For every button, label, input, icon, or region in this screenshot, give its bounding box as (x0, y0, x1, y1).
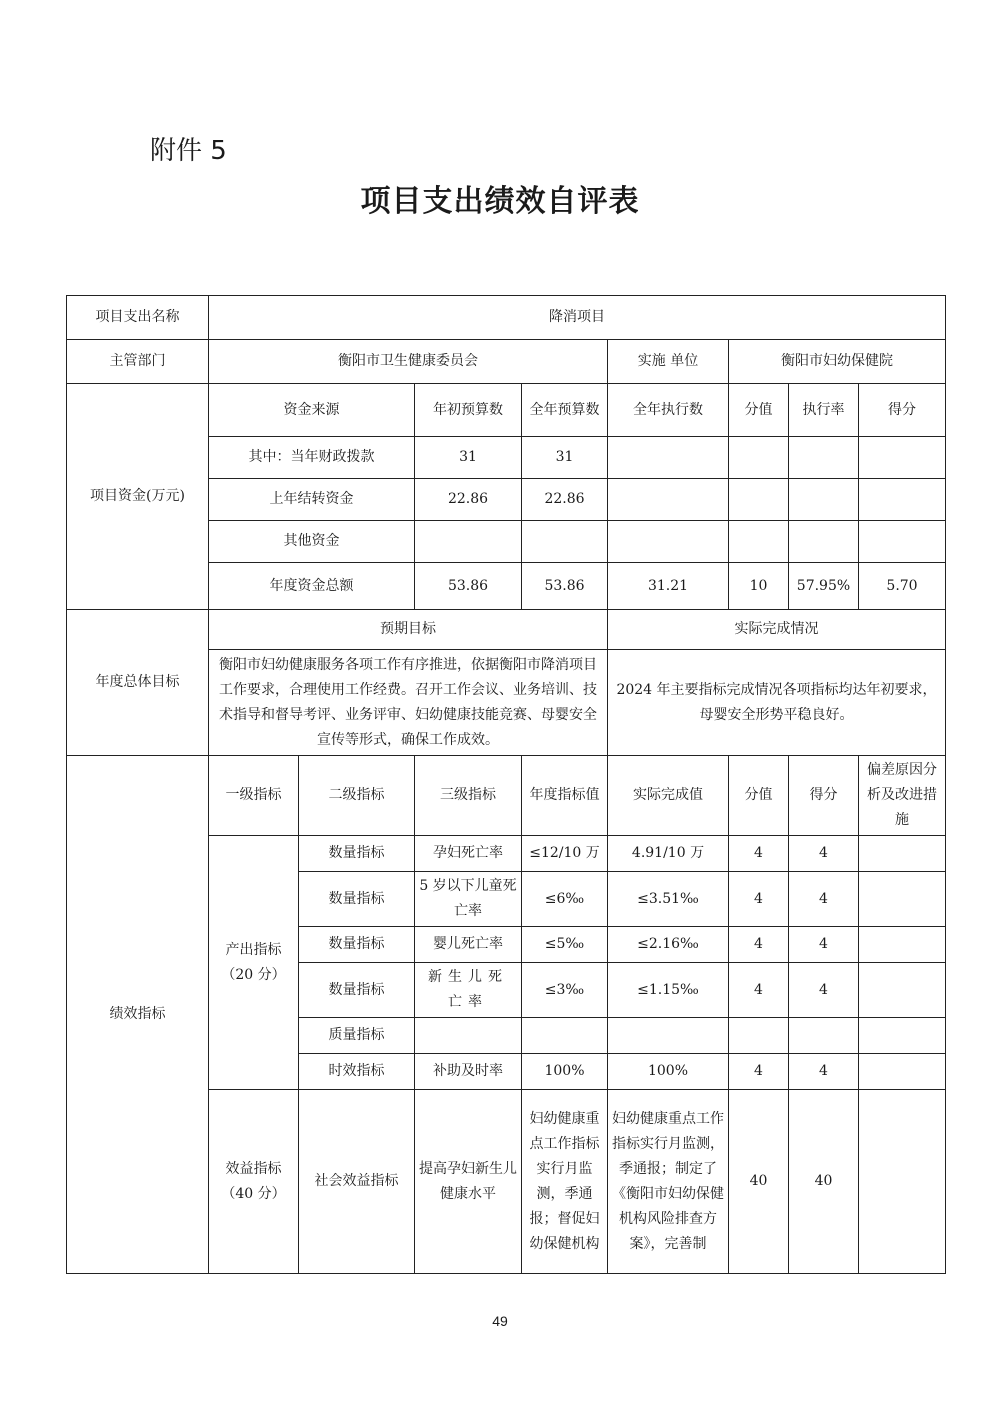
funds-header-score: 得分 (859, 384, 946, 437)
funds-cell (608, 437, 729, 479)
benefit-cell: 妇幼健康重点工作指标实行月监测，季通报；督促妇幼保健机构 (522, 1090, 608, 1274)
output-cell: 数量指标 (299, 836, 415, 872)
funds-header-annual-budget: 全年预算数 (522, 384, 608, 437)
funds-header-source: 资金来源 (209, 384, 415, 437)
funds-cell (608, 479, 729, 521)
funds-cell (729, 437, 789, 479)
output-cell (522, 1018, 608, 1054)
funds-cell: 其中：当年财政拨款 (209, 437, 415, 479)
funds-cell: 5.70 (859, 563, 946, 610)
form-title: 项目支出绩效自评表 (360, 184, 640, 219)
performance-label: 绩效指标 (67, 756, 209, 1274)
output-cell: 质量指标 (299, 1018, 415, 1054)
output-cell: 孕妇死亡率 (415, 836, 522, 872)
output-cell: 4 (789, 963, 859, 1018)
funds-cell: 53.86 (522, 563, 608, 610)
output-cell: 100% (522, 1054, 608, 1090)
funds-cell: 10 (729, 563, 789, 610)
output-cell: ≤2.16‰ (608, 927, 729, 963)
output-cell: ≤6‰ (522, 872, 608, 927)
department-label: 主管部门 (67, 340, 209, 384)
output-cell (859, 836, 946, 872)
actual-completion-label: 实际完成情况 (608, 610, 946, 650)
funds-cell (859, 479, 946, 521)
funds-cell (608, 521, 729, 563)
output-cell (608, 1018, 729, 1054)
funds-cell: 22.86 (415, 479, 522, 521)
benefit-cell: 社会效益指标 (299, 1090, 415, 1274)
page-number: 49 (492, 1313, 508, 1329)
output-cell (859, 927, 946, 963)
expected-goal-label: 预期目标 (209, 610, 608, 650)
output-cell: 补助及时率 (415, 1054, 522, 1090)
output-cell: 4 (729, 872, 789, 927)
output-cell: 数量指标 (299, 927, 415, 963)
funds-header-row (67, 384, 946, 437)
funds-cell: 上年结转资金 (209, 479, 415, 521)
funds-cell: 年度资金总额 (209, 563, 415, 610)
output-cell: 5 岁以下儿童死亡率 (415, 872, 522, 927)
output-cell: ≤3.51‰ (608, 872, 729, 927)
perf-header-level1: 一级指标 (209, 756, 299, 836)
funds-cell (729, 521, 789, 563)
funds-cell (522, 521, 608, 563)
project-name-label: 项目支出名称 (67, 296, 209, 340)
perf-header-actual: 实际完成值 (608, 756, 729, 836)
funds-cell (789, 437, 859, 479)
funds-cell (789, 521, 859, 563)
actual-completion-text: 2024 年主要指标完成情况各项指标均达年初要求，母婴安全形势平稳良好。 (608, 650, 946, 756)
funds-cell (729, 479, 789, 521)
performance-header-row (67, 756, 946, 836)
funds-cell (859, 521, 946, 563)
department-value: 衡阳市卫生健康委员会 (209, 340, 608, 384)
output-cell (729, 1018, 789, 1054)
output-cell: ≤1.15‰ (608, 963, 729, 1018)
output-indicator-label: 产出指标（20 分） (209, 836, 299, 1090)
funds-cell: 31.21 (608, 563, 729, 610)
output-cell: ≤3‰ (522, 963, 608, 1018)
funds-cell (415, 521, 522, 563)
output-cell: 4 (729, 963, 789, 1018)
project-name-value: 降消项目 (209, 296, 946, 340)
perf-header-score: 得分 (789, 756, 859, 836)
output-cell: 新生儿死亡率 (415, 963, 522, 1018)
funds-header-executed: 全年执行数 (608, 384, 729, 437)
funds-cell: 31 (522, 437, 608, 479)
funds-header-execution-rate: 执行率 (789, 384, 859, 437)
attachment-label: 附件 5 (150, 136, 227, 166)
output-cell (789, 1018, 859, 1054)
benefit-cell (859, 1090, 946, 1274)
expected-goal-text: 衡阳市妇幼健康服务各项工作有序推进，依据衡阳市降消项目工作要求，合理使用工作经费。召开工作会议、业务培训、技术指导和督导考评、业务评审、妇幼健康技能竞赛、母婴安全宣传等形式，确保工作成效。 (209, 650, 608, 756)
output-cell (859, 963, 946, 1018)
evaluation-table (66, 295, 946, 1274)
implementing-unit-label: 实施 单位 (608, 340, 729, 384)
perf-header-deviation: 偏差原因分析及改进措施 (859, 756, 946, 836)
funds-label: 项目资金(万元) (67, 384, 209, 610)
output-cell: 100% (608, 1054, 729, 1090)
output-cell: 4 (729, 1054, 789, 1090)
funds-cell: 31 (415, 437, 522, 479)
benefit-cell: 提高孕妇新生儿健康水平 (415, 1090, 522, 1274)
output-cell (859, 872, 946, 927)
perf-header-level3: 三级指标 (415, 756, 522, 836)
output-cell: 4 (789, 872, 859, 927)
perf-header-score-value: 分值 (729, 756, 789, 836)
benefit-cell: 妇幼健康重点工作指标实行月监测，季通报；制定了《衡阳市妇幼保健机构风险排查方案》，完善制 (608, 1090, 729, 1274)
funds-header-initial-budget: 年初预算数 (415, 384, 522, 437)
output-cell: ≤12/10 万 (522, 836, 608, 872)
funds-cell: 53.86 (415, 563, 522, 610)
benefit-cell: 40 (729, 1090, 789, 1274)
benefit-cell: 40 (789, 1090, 859, 1274)
output-cell: 数量指标 (299, 963, 415, 1018)
output-cell (415, 1018, 522, 1054)
perf-header-target: 年度指标值 (522, 756, 608, 836)
output-cell: 婴儿死亡率 (415, 927, 522, 963)
project-name-row (67, 296, 946, 340)
implementing-unit-value: 衡阳市妇幼保健院 (729, 340, 946, 384)
funds-cell: 57.95% (789, 563, 859, 610)
funds-header-score-value: 分值 (729, 384, 789, 437)
output-cell: 4.91/10 万 (608, 836, 729, 872)
funds-cell: 其他资金 (209, 521, 415, 563)
output-cell: 数量指标 (299, 872, 415, 927)
output-cell: ≤5‰ (522, 927, 608, 963)
benefit-indicator-label: 效益指标（40 分） (209, 1090, 299, 1274)
output-cell: 4 (729, 927, 789, 963)
output-cell (859, 1018, 946, 1054)
output-cell: 4 (729, 836, 789, 872)
output-cell: 4 (789, 1054, 859, 1090)
output-cell: 4 (789, 927, 859, 963)
department-row (67, 340, 946, 384)
goals-label: 年度总体目标 (67, 610, 209, 756)
perf-header-level2: 二级指标 (299, 756, 415, 836)
goals-header-row (67, 610, 946, 650)
output-cell (859, 1054, 946, 1090)
funds-cell (859, 437, 946, 479)
funds-cell: 22.86 (522, 479, 608, 521)
output-cell: 4 (789, 836, 859, 872)
funds-cell (789, 479, 859, 521)
output-cell: 时效指标 (299, 1054, 415, 1090)
